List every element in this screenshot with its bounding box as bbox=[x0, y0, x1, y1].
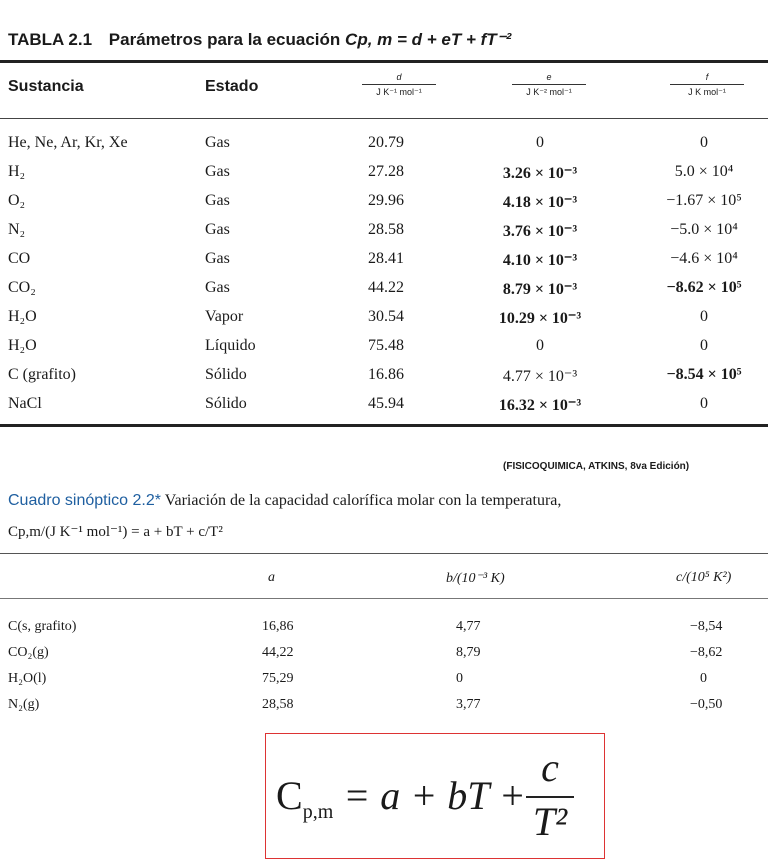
cell-f: −5.0 × 10⁴ bbox=[670, 221, 738, 238]
cell-sustancia: N₂(g) bbox=[8, 697, 40, 712]
cell-b: 3,77 bbox=[456, 697, 481, 712]
col-header-estado: Estado bbox=[205, 78, 259, 95]
col-header-c: c/(10⁵ K²) bbox=[676, 570, 732, 585]
table1-label: TABLA 2.1 bbox=[8, 30, 93, 49]
cell-d: 45.94 bbox=[368, 395, 404, 412]
table1-equation: Cp, m = d + eT + fT⁻² bbox=[345, 30, 512, 49]
col-header-e-unit: J K⁻² mol⁻¹ bbox=[526, 87, 572, 97]
cell-f: −1.67 × 10⁵ bbox=[666, 192, 742, 209]
cell-c: −8,62 bbox=[690, 645, 723, 660]
table-row bbox=[0, 366, 768, 395]
cell-a: 75,29 bbox=[262, 671, 294, 686]
table-row bbox=[0, 395, 768, 424]
cell-sustancia: CO₂(g) bbox=[8, 645, 49, 660]
cell-sustancia: O₂ bbox=[8, 192, 26, 209]
cell-estado: Gas bbox=[205, 250, 230, 267]
cell-estado: Gas bbox=[205, 279, 230, 296]
cell-d: 30.54 bbox=[368, 308, 404, 325]
cell-sustancia: N₂ bbox=[8, 221, 26, 238]
cell-d: 27.28 bbox=[368, 163, 404, 180]
cell-d: 75.48 bbox=[368, 337, 404, 354]
table2-header-rule bbox=[0, 598, 768, 599]
cell-sustancia: H₂ bbox=[8, 163, 26, 180]
table-row bbox=[0, 134, 768, 163]
cell-b: 4,77 bbox=[456, 619, 481, 634]
table-row bbox=[0, 163, 768, 192]
cell-estado: Sólido bbox=[205, 395, 247, 412]
cell-estado: Vapor bbox=[205, 308, 244, 325]
table-row bbox=[0, 671, 768, 693]
cell-b: 8,79 bbox=[456, 645, 481, 660]
cell-sustancia: CO bbox=[8, 250, 31, 267]
table2-top-rule bbox=[0, 553, 768, 554]
cell-sustancia: H₂O bbox=[8, 308, 37, 325]
cell-sustancia: He, Ne, Ar, Kr, Xe bbox=[8, 134, 128, 151]
cell-e: 3.76 × 10⁻³ bbox=[502, 223, 578, 240]
cell-sustancia: CO₂ bbox=[8, 279, 36, 296]
cell-e: 4.18 × 10⁻³ bbox=[502, 194, 578, 211]
table-row bbox=[0, 308, 768, 337]
cell-sustancia: NaCl bbox=[8, 395, 42, 412]
table1-header-rule bbox=[0, 118, 768, 119]
cell-d: 44.22 bbox=[368, 279, 404, 296]
cell-e: 8.79 × 10⁻³ bbox=[502, 281, 578, 298]
formula-box bbox=[265, 733, 605, 859]
cell-e: 0 bbox=[536, 337, 544, 354]
cell-f: 0 bbox=[700, 395, 708, 412]
cell-c: −0,50 bbox=[690, 697, 723, 712]
col-header-e bbox=[494, 72, 604, 98]
table-row bbox=[0, 645, 768, 667]
formula-lhs: C bbox=[276, 773, 303, 818]
cell-estado: Sólido bbox=[205, 366, 247, 383]
cell-estado: Gas bbox=[205, 134, 230, 151]
cell-e: 10.29 × 10⁻³ bbox=[498, 310, 582, 327]
cell-f: 5.0 × 10⁴ bbox=[674, 163, 734, 180]
cell-f: −4.6 × 10⁴ bbox=[670, 250, 738, 267]
cell-d: 28.41 bbox=[368, 250, 404, 267]
col-header-e-num: e bbox=[546, 72, 552, 82]
table1-title bbox=[8, 30, 511, 50]
col-header-a: a bbox=[268, 570, 275, 585]
cell-f: −8.62 × 10⁵ bbox=[666, 279, 742, 296]
cell-estado: Gas bbox=[205, 221, 230, 238]
table-row bbox=[0, 221, 768, 250]
cell-estado: Gas bbox=[205, 163, 230, 180]
table1-bottom-rule bbox=[0, 424, 768, 427]
table2-label: Cuadro sinóptico 2.2* bbox=[8, 492, 161, 509]
table1-top-rule bbox=[0, 60, 768, 63]
formula-rhs: = a + bT + bbox=[333, 773, 536, 818]
col-header-b: b/(10⁻³ K) bbox=[446, 571, 505, 586]
cell-e: 4.77 × 10⁻³ bbox=[502, 368, 578, 385]
table-row bbox=[0, 192, 768, 221]
formula-main bbox=[276, 772, 536, 824]
cell-f: 0 bbox=[700, 337, 708, 354]
cell-e: 0 bbox=[536, 134, 544, 151]
cell-estado: Líquido bbox=[205, 337, 256, 354]
col-header-d bbox=[344, 72, 454, 98]
cell-d: 16.86 bbox=[368, 366, 404, 383]
cell-e: 16.32 × 10⁻³ bbox=[498, 397, 582, 414]
formula-fraction bbox=[520, 746, 580, 844]
cell-estado: Gas bbox=[205, 192, 230, 209]
cell-d: 20.79 bbox=[368, 134, 404, 151]
table2-subtitle: Cp,m/(J K⁻¹ mol⁻¹) = a + bT + c/T² bbox=[8, 524, 223, 540]
table-row bbox=[0, 619, 768, 641]
table-row bbox=[0, 697, 768, 719]
cell-sustancia: H₂O(l) bbox=[8, 671, 47, 686]
cell-b: 0 bbox=[456, 671, 463, 686]
col-header-d-num: d bbox=[396, 72, 402, 82]
cell-c: −8,54 bbox=[690, 619, 723, 634]
cell-f: −8.54 × 10⁵ bbox=[666, 366, 742, 383]
cell-c: 0 bbox=[700, 671, 707, 686]
table1-title-text: Parámetros para la ecuación bbox=[108, 30, 341, 49]
cell-a: 28,58 bbox=[262, 697, 294, 712]
source-citation: (FISICOQUIMICA, ATKINS, 8va Edición) bbox=[503, 461, 690, 472]
cell-sustancia: C (grafito) bbox=[8, 366, 76, 383]
col-header-f bbox=[652, 72, 762, 98]
cell-a: 16,86 bbox=[262, 619, 294, 634]
formula-denominator: T² bbox=[532, 799, 568, 844]
table2-title-text: Variación de la capacidad calorífica molar con la temperatura, bbox=[164, 492, 562, 509]
formula-numerator: c bbox=[541, 745, 559, 790]
fraction-bar bbox=[526, 796, 574, 798]
cell-f: 0 bbox=[700, 308, 708, 325]
table2-title bbox=[8, 492, 561, 510]
cell-d: 29.96 bbox=[368, 192, 404, 209]
cell-d: 28.58 bbox=[368, 221, 404, 238]
table-row bbox=[0, 279, 768, 308]
table-row bbox=[0, 250, 768, 279]
col-header-f-unit: J K mol⁻¹ bbox=[688, 87, 726, 97]
cell-e: 3.26 × 10⁻³ bbox=[502, 165, 578, 182]
cell-a: 44,22 bbox=[262, 645, 294, 660]
cell-sustancia: H₂O bbox=[8, 337, 37, 354]
col-header-sustancia: Sustancia bbox=[8, 78, 84, 95]
cell-f: 0 bbox=[700, 134, 708, 151]
col-header-d-unit: J K⁻¹ mol⁻¹ bbox=[376, 87, 422, 97]
cell-e: 4.10 × 10⁻³ bbox=[502, 252, 578, 269]
table-row bbox=[0, 337, 768, 366]
formula-lhs-subscript: p,m bbox=[302, 801, 334, 823]
col-header-f-num: f bbox=[705, 72, 709, 82]
cell-sustancia: C(s, grafito) bbox=[8, 619, 77, 634]
